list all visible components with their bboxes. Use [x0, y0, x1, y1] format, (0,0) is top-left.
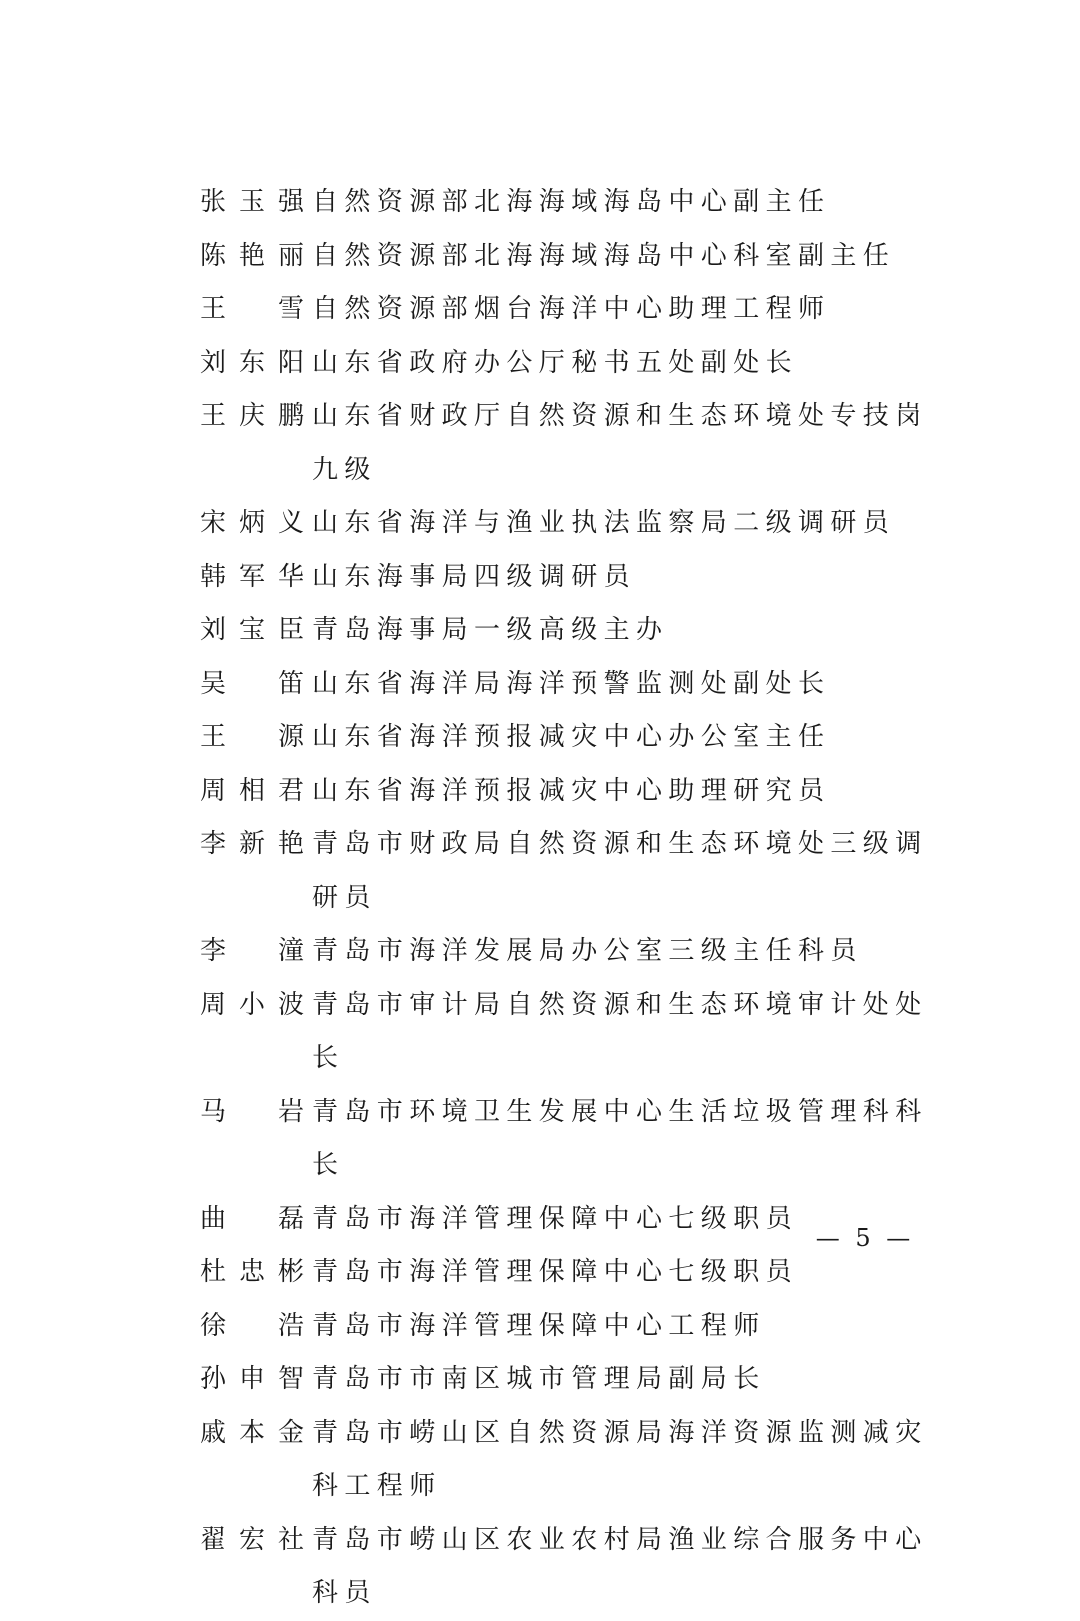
person-position: 青岛市环境卫生发展中心生活垃圾管理科科长	[312, 1096, 928, 1180]
personnel-row	[200, 497, 960, 551]
person-name: 刘东阳	[200, 347, 308, 378]
person-name: 戚本金	[200, 1417, 308, 1448]
page-number: — 5 —	[815, 1224, 915, 1252]
person-position: 自然资源部北海海域海岛中心科室副主任	[312, 240, 896, 271]
person-position: 青岛市海洋管理保障中心七级职员	[312, 1203, 799, 1234]
person-position: 青岛市财政局自然资源和生态环境处三级调研员	[312, 829, 928, 913]
person-position: 青岛市崂山区自然资源局海洋资源监测减灾科工程师	[312, 1417, 928, 1501]
personnel-row	[200, 711, 960, 765]
person-name: 曲 磊	[200, 1203, 308, 1234]
personnel-row	[200, 1300, 960, 1354]
person-position: 青岛市审计局自然资源和生态环境审计处处长	[312, 989, 928, 1073]
person-name: 吴 笛	[200, 668, 308, 699]
person-name: 李新艳	[200, 829, 308, 859]
personnel-list	[200, 176, 960, 1621]
person-name: 王庆鹏	[200, 401, 308, 431]
person-position: 自然资源部烟台海洋中心助理工程师	[312, 294, 831, 324]
person-position: 山东省海洋预报减灾中心办公室主任	[312, 722, 831, 752]
personnel-row	[200, 1086, 960, 1193]
person-name: 张玉强	[200, 187, 308, 217]
person-name: 孙申智	[200, 1364, 308, 1394]
personnel-row	[200, 390, 960, 497]
person-position: 青岛海事局一级高级主办	[312, 615, 669, 645]
person-position: 山东海事局四级调研员	[312, 561, 637, 592]
personnel-row	[200, 1407, 960, 1514]
person-position: 青岛市崂山区农业农村局渔业综合服务中心科员	[312, 1524, 928, 1608]
person-position: 青岛市海洋管理保障中心七级职员	[312, 1257, 799, 1287]
person-name: 宋炳义	[200, 508, 308, 538]
person-position: 青岛市海洋发展局办公室三级主任科员	[312, 936, 863, 966]
person-position: 自然资源部北海海域海岛中心副主任	[312, 187, 831, 217]
person-name: 徐 浩	[200, 1310, 308, 1341]
personnel-row	[200, 925, 960, 979]
person-name: 周相君	[200, 775, 308, 806]
personnel-row	[200, 818, 960, 925]
person-name: 王 源	[200, 722, 308, 752]
person-position: 山东省海洋局海洋预警监测处副处长	[312, 668, 831, 699]
person-position: 山东省政府办公厅秘书五处副处长	[312, 347, 799, 378]
person-position: 青岛市海洋管理保障中心工程师	[312, 1310, 766, 1341]
person-name: 杜忠彬	[200, 1257, 308, 1287]
personnel-row	[200, 1514, 960, 1621]
personnel-row	[200, 658, 960, 712]
personnel-row	[200, 551, 960, 605]
personnel-row	[200, 604, 960, 658]
person-name: 王 雪	[200, 294, 308, 324]
personnel-row	[200, 230, 960, 284]
person-position: 山东省海洋预报减灾中心助理研究员	[312, 775, 831, 806]
person-name: 周小波	[200, 989, 308, 1020]
person-position: 山东省财政厅自然资源和生态环境处专技岗九级	[312, 401, 928, 485]
person-name: 马 岩	[200, 1096, 308, 1127]
person-position: 青岛市市南区城市管理局副局长	[312, 1364, 766, 1394]
personnel-row	[200, 765, 960, 819]
personnel-row	[200, 1353, 960, 1407]
person-name: 陈艳丽	[200, 240, 308, 271]
person-name: 翟宏社	[200, 1524, 308, 1555]
person-position: 山东省海洋与渔业执法监察局二级调研员	[312, 508, 896, 538]
personnel-row	[200, 337, 960, 391]
personnel-row	[200, 1246, 960, 1300]
personnel-row	[200, 979, 960, 1086]
personnel-row	[200, 283, 960, 337]
person-name: 刘宝臣	[200, 615, 308, 645]
personnel-row	[200, 176, 960, 230]
person-name: 韩军华	[200, 561, 308, 592]
person-name: 李 潼	[200, 936, 308, 966]
